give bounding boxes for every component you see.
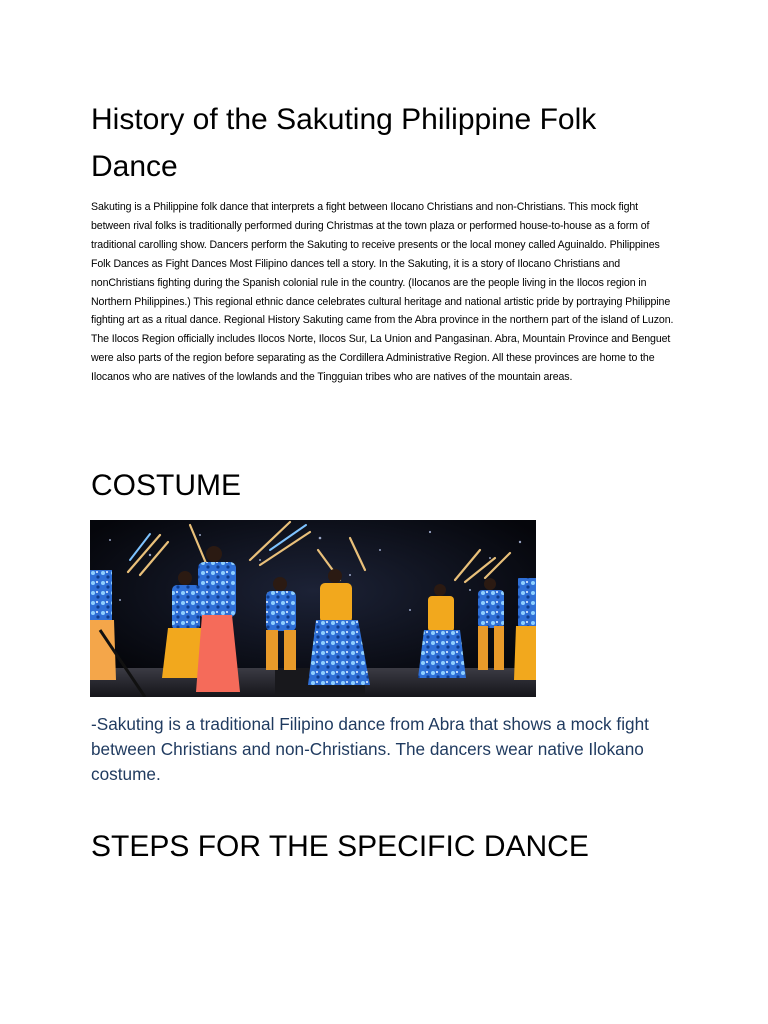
document-title: History of the Sakuting Philippine Folk Dance (91, 103, 597, 183)
steps-heading: STEPS FOR THE SPECIFIC DANCE (91, 830, 589, 863)
costume-caption: -Sakuting is a traditional Filipino dance from Abra that shows a mock fight between Christians and non-Christians. The dancers wear native Ilokano costume. (91, 714, 649, 784)
costume-heading: COSTUME (91, 469, 241, 502)
intro-paragraph: Sakuting is a Philippine folk dance that interprets a fight between Ilocano Christians and non-Christians. This mock fight between rival folks is traditionally performed during Christmas at the town plaza or performed house-to-house as a form of traditional carolling show. Dancers perform the Sakuting to receive presents or the local money called Aguinaldo. Philippines Folk Dances as Fight Dances Most Filipino dances tell a story. In the Sakuting, it is a story of Ilocano Christians and nonChristians fighting during the Spanish colonial rule in the country. (Ilocanos are the people living in the Ilocos region in Northern Philippines.) This regional ethnic dance celebrates cultural heritage and national artistic pride by portraying Philippine fighting art as a ritual dance. Regional History Sakuting came from the Abra province in the northern part of the island of Luzon. The Ilocos Region officially includes Ilocos Norte, Ilocos Sur, La Union and Pangasinan. Abra, Mountain Province and Benguet were also parts of the region before separating as the Cordillera Administrative Region. All these provinces are home to the Ilocanos who are natives of the lowlands and the Tingguian tribes who are natives of the mountain areas. (91, 201, 674, 384)
sakuting-dance-photo (90, 520, 536, 697)
